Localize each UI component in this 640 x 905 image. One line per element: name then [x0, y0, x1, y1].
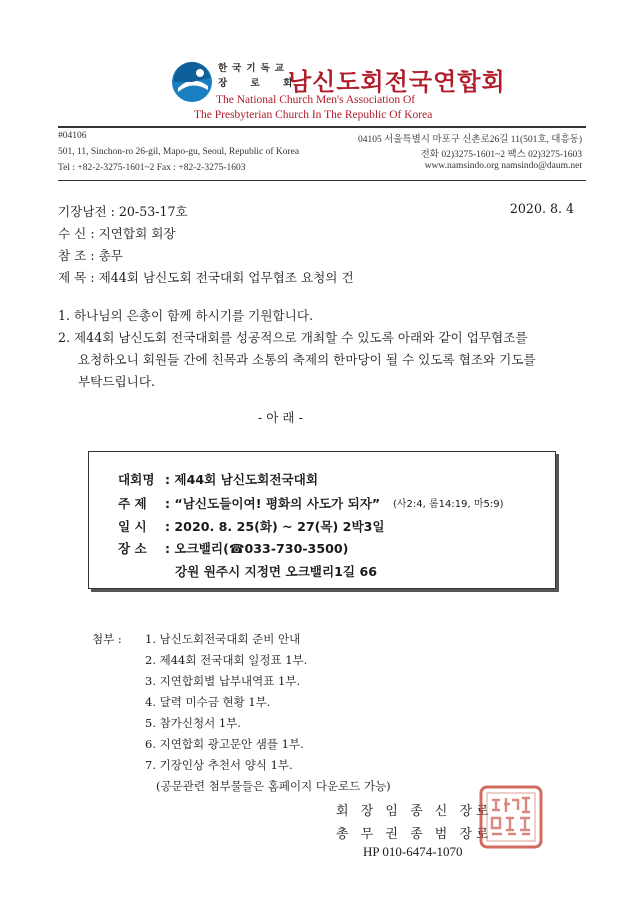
- event-theme-label: 주 제: [118, 496, 147, 511]
- attachment-item: 5. 참가신청서 1부.: [145, 716, 241, 730]
- subject-line: 제 목 : 제44회 남신도회 전국대회 업무협조 요청의 건: [58, 270, 354, 285]
- event-place-address: 강원 원주시 지정면 오크밸리1길 66: [175, 564, 377, 579]
- event-name-value: : 제44회 남신도회전국대회: [165, 472, 318, 487]
- attachment-item: 4. 달력 미수금 현황 1부.: [145, 695, 271, 709]
- official-seal-icon: [478, 784, 544, 850]
- event-name-label: 대회명: [118, 472, 155, 487]
- attachment-item: 7. 기장인상 추천서 양식 1부.: [145, 758, 293, 772]
- body-item-2-line1: 2. 제44회 남신도회 전국대회를 성공적으로 개최할 수 있도록 아래와 같이 업무협조를: [58, 330, 528, 345]
- address-divider: [58, 180, 586, 181]
- event-theme-value: : “남신도들이여! 평화의 사도가 되자”: [165, 496, 381, 511]
- secretary-signature: 총 무 권 종 범 장로: [336, 827, 493, 842]
- address-ko: 04105 서울특별시 마포구 신촌로26길 11(501호, 대흥동): [357, 135, 582, 145]
- body-item-1: 1. 하나님의 은총이 함께 하시기를 기원합니다.: [58, 308, 314, 323]
- header-divider: [58, 126, 586, 128]
- org-denomination-line2: 장 로 회: [218, 78, 303, 89]
- event-place-label: 장 소: [118, 541, 147, 556]
- event-date-value: : 2020. 8. 25(화) ~ 27(목) 2박3일: [165, 519, 385, 534]
- event-date-label: 일 시: [118, 519, 147, 534]
- attachment-item: 6. 지연합회 광고문안 샘플 1부.: [145, 737, 304, 751]
- org-english-line1: The National Church Men's Association Of: [216, 94, 416, 106]
- attachment-item: 3. 지연합회별 납부내역표 1부.: [145, 674, 301, 688]
- org-denomination-line1: 한국기독교: [218, 63, 289, 74]
- org-english-line2: The Presbyterian Church In The Republic Of Korea: [194, 109, 433, 121]
- reference-line: 참 조 : 총무: [58, 248, 123, 263]
- attachment-item: 2. 제44회 전국대회 일정표 1부.: [145, 653, 308, 667]
- president-signature: 회 장 임 종 신 장로: [336, 804, 493, 819]
- tel-fax-ko: 전화 02)3275-1601~2 팩스 02)3275-1603: [420, 150, 582, 160]
- org-logo-icon: [170, 60, 214, 104]
- document-number: 기장남전 : 20-53-17호: [58, 204, 188, 219]
- recipient-line: 수 신 : 지연합회 회장: [58, 226, 176, 241]
- web-email: www.namsindo.org namsindo@daum.net: [424, 161, 582, 171]
- attachments-note: (공문관련 첨부물들은 홈페이지 다운로드 가능): [156, 779, 391, 793]
- postal-code-en: #04106: [58, 131, 87, 141]
- attachments-label: 첨부 :: [92, 632, 122, 646]
- notice-heading: - 아 래 -: [258, 410, 303, 425]
- event-theme-verses: (사2:4, 롬14:19, 마5:9): [393, 499, 504, 510]
- body-item-2-line2: 요청하오니 회원들 간에 친목과 소통의 축제의 한마당이 될 수 있도록 협조와 기도를: [78, 352, 536, 367]
- org-name: 남신도회전국연합회: [288, 67, 506, 96]
- event-place-value: : 오크밸리(☎033-730-3500): [165, 541, 349, 556]
- address-en: 501, 11, Sinchon-ro 26-gil, Mapo-gu, Seoul, Republic of Korea: [58, 147, 300, 157]
- tel-fax-en: Tel : +82-2-3275-1601~2 Fax : +82-2-3275-1603: [58, 163, 246, 173]
- body-item-2-line3: 부탁드립니다.: [78, 374, 155, 389]
- contact-phone: HP 010-6474-1070: [363, 844, 463, 859]
- attachment-item: 1. 남신도회전국대회 준비 안내: [145, 632, 301, 646]
- document-date: 2020. 8. 4: [509, 201, 574, 216]
